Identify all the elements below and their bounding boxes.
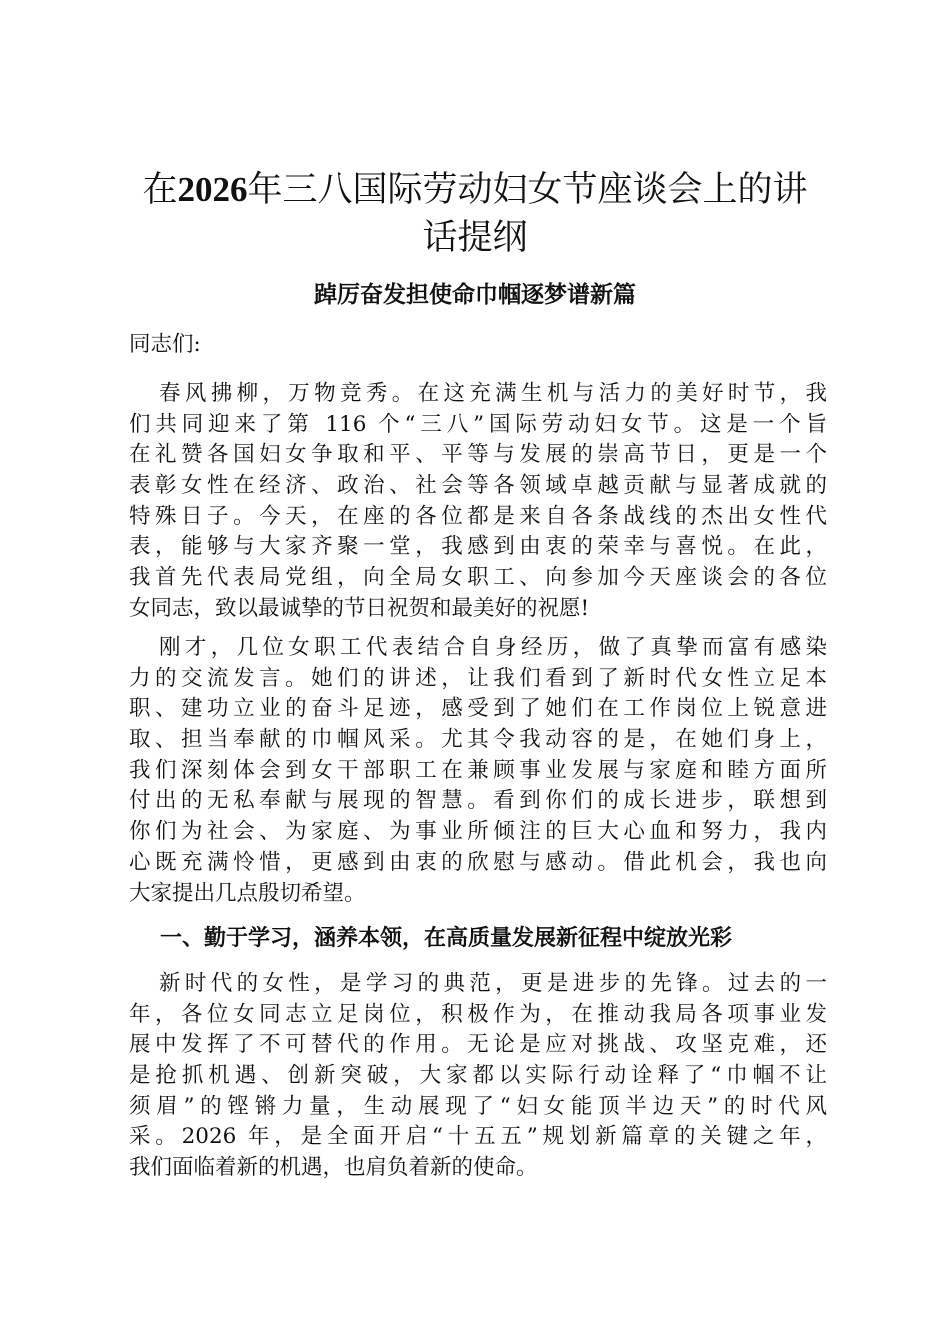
title-year: 2026 xyxy=(177,170,248,209)
title-rest-line1: 年三八国际劳动妇女节座谈会上的讲 xyxy=(247,170,808,210)
paragraph-line: 我们面临着新的机遇，也肩负着新的使命。 xyxy=(129,1155,538,1181)
paragraph-line: 们共同迎来了第 116 个“三八”国际劳动妇女节。这是一个旨 xyxy=(129,411,827,437)
paragraph-line: 刚才，几位女职工代表结合自身经历，做了真挚而富有感染 xyxy=(159,635,827,660)
paragraph-line: 新时代的女性，是学习的典范，更是进步的先锋。过去的一 xyxy=(159,971,827,996)
paragraph-2 xyxy=(129,633,827,909)
paragraph-line: 力的交流发言。她们的讲述，让我们看到了新时代女性立足本 xyxy=(129,665,827,691)
paragraph-line: 你们为社会、为家庭、为事业所倾注的巨大心血和努力，我内 xyxy=(129,819,827,845)
paragraph-line: 女同志，致以最诚挚的节日祝贺和最美好的祝愿! xyxy=(129,595,590,621)
paragraph-line: 取、担当奉献的巾帼风采。尤其令我动容的是，在她们身上， xyxy=(129,727,827,753)
paragraph-line: 是抢抓机遇、创新突破，大家都以实际行动诠释了“巾帼不让 xyxy=(129,1063,827,1089)
paragraph-line: 须眉”的铿锵力量，生动展现了“妇女能顶半边天”的时代风 xyxy=(129,1093,827,1119)
paragraph-line: 付出的无私奉献与展现的智慧。看到你们的成长进步，联想到 xyxy=(129,788,827,814)
title-line2: 话提纲 xyxy=(422,218,528,258)
paragraph-line: 心既充满怜惜，更感到由衷的欣慰与感动。借此机会，我也向 xyxy=(129,849,827,875)
paragraph-line: 我首先代表局党组，向全局女职工、向参加今天座谈会的各位 xyxy=(129,565,827,591)
paragraph-line: 表，能够与大家齐聚一堂，我感到由衷的荣幸与喜悦。在此， xyxy=(129,534,827,560)
title-prefix: 在 xyxy=(142,170,178,210)
document-title xyxy=(120,166,830,262)
section-heading-1: 一、勤于学习，涵养本领，在高质量发展新征程中绽放光彩 xyxy=(160,926,733,951)
paragraph-line: 表彰女性在经济、政治、社会等各领域卓越贡献与显著成就的 xyxy=(129,473,827,499)
paragraph-line: 大家提出几点殷切希望。 xyxy=(129,880,366,906)
paragraph-line: 采。2026 年，是全面开启“十五五”规划新篇章的关键之年， xyxy=(129,1124,827,1150)
paragraph-line: 特殊日子。今天，在座的各位都是来自各条战线的杰出女性代 xyxy=(129,503,827,529)
paragraph-line: 展中发挥了不可替代的作用。无论是应对挑战、攻坚克难，还 xyxy=(129,1032,827,1058)
paragraph-3 xyxy=(129,969,827,1184)
paragraph-line: 我们深刻体会到女干部职工在兼顾事业发展与家庭和睦方面所 xyxy=(129,757,827,783)
salutation: 同志们: xyxy=(129,332,201,357)
paragraph-1 xyxy=(129,379,827,625)
paragraph-line: 春风拂柳，万物竞秀。在这充满生机与活力的美好时节，我 xyxy=(159,381,827,406)
paragraph-line: 在礼赞各国妇女争取和平、平等与发展的崇高节日，更是一个 xyxy=(129,442,827,468)
paragraph-line: 职、建功立业的奋斗足迹，感受到了她们在工作岗位上锐意进 xyxy=(129,696,827,722)
paragraph-line: 年，各位女同志立足岗位，积极作为，在推动我局各项事业发 xyxy=(129,1001,827,1027)
document-subtitle: 踔厉奋发担使命巾帼逐梦谱新篇 xyxy=(314,282,636,308)
